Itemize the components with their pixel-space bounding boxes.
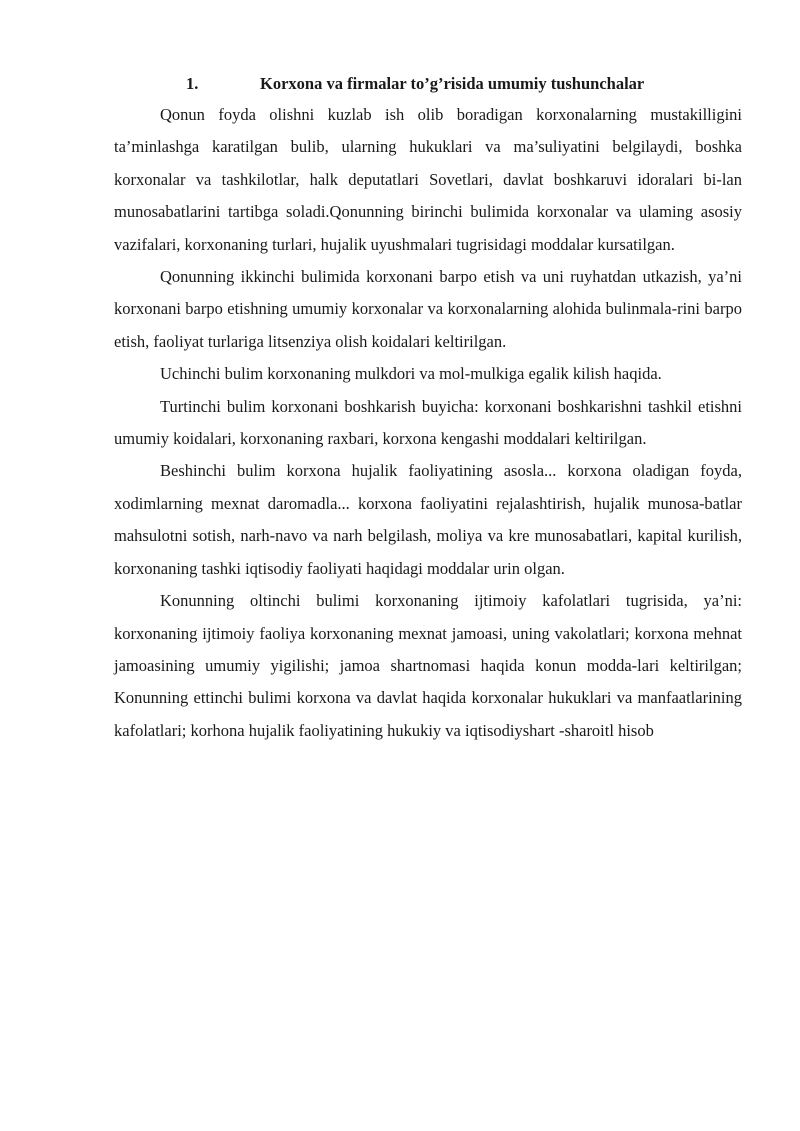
section-number: 1. — [186, 74, 199, 93]
paragraph-4: Turtinchi bulim korxonani boshkarish buyicha: korxonani boshkarishni tashkil etishni umumiy koidalari, korxonaning raxbari, korxona kengashi moddalari keltirilgan. — [114, 396, 742, 449]
paragraph-1: Qonun foyda olishni kuzlab ish olib boradigan korxonalarning mustakilligini ta’minlashga karatilgan bulib, ularning hukuklari va ma’suliyatini belgilaydi, boshka korxonalar va tashkilotlar, halk deputatlari Sovetlari, davlat boshkaruvi idoralari bi-lan munosabatlarini tartibga soladi.Qonunning birinchi bulimida korxonalar va ulaming asosiy vazifalari, korxonaning turlari, hujalik uyushmalari tugrisidagi moddalar kursatilgan. — [114, 105, 742, 254]
paragraph-6: Konunning oltinchi bulimi korxonaning ijtimoiy kafolatlari tugrisida, ya’ni: korxonaning ijtimoiy faoliya korxonaning mexnat jamoasi, uning vakolatlari; korxona mehnat jamoasining umumiy yigilishi; jamoa shartnomasi haqida konun modda-lari keltirilgan; Konunning ettinchi bulimi korxona va davlat haqida korxonalar hukuklari va manfaatlarining kafolatlari; korhona hujalik faoliyatining hukukiy va iqtisodiyshart -sharoitl hisob — [114, 591, 742, 740]
document-body — [114, 72, 742, 747]
paragraph-3: Uchinchi bulim korxonaning mulkdori va mol-mulkiga egalik kilish haqida. — [160, 364, 662, 384]
paragraph-2: Qonunning ikkinchi bulimida korxonani barpo etish va uni ruyhatdan utkazish, ya’ni korxonani barpo etishning umumiy korxonalar va korxonalarning alohida bulinmala-rini barpo etish, faoliyat turlariga litsenziya olish koidalari keltirilgan. — [114, 267, 742, 351]
section-heading — [114, 72, 742, 96]
paragraph-5: Beshinchi bulim korxona hujalik faoliyatining asosla... korxona oladigan foyda, xodimlarning mexnat daromadla... korxona faoliyatini rejalashtirish, hujalik munosa-batlar mahsulotni sotish, narh-navo va narh belgilash, moliya va kre munosabatlari, kapital kurilish, korxonaning tashki iqtisodiy faoliyati haqidagi moddalar urin olgan. — [114, 461, 742, 578]
section-title: Korxona va firmalar to’g’risida umumiy tushunchalar — [260, 74, 645, 93]
